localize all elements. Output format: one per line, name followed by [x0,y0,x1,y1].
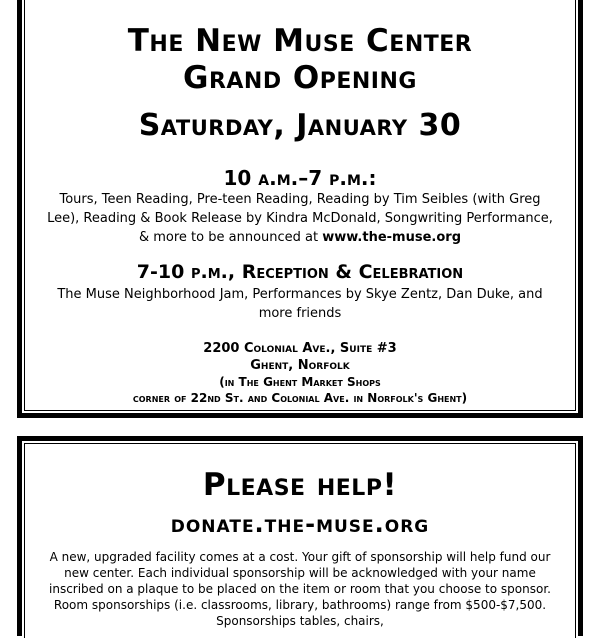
event-title-line-2: Grand Opening [183,60,417,96]
schedule-2-time: 7-10 p.m., Reception & Celebration [136,261,464,283]
event-date: Saturday, January 30 [138,108,462,143]
donate-link[interactable]: donate.the-muse.org [170,510,430,538]
sponsorship-paragraph: A new, upgraded facility comes at a cost. Your gift of sponsorship will help fund our new center. Each individual sponsorship will be acknowledged with your name inscribed on a plaque to be placed on the item or room that you choose to sponsor. Room sponsorships (i.e. classrooms, library, bathrooms) range from $500-$7,500. Sponsorships tables, chairs, [49,550,551,628]
schedule-1-time: 10 a.m.–7 p.m.: [223,166,377,190]
schedule-2-description: The Muse Neighborhood Jam, Performances by Skye Zentz, Dan Duke, and more friends [57,287,543,321]
schedule-1-text: Tours, Teen Reading, Pre-teen Reading, Reading by Tim Seibles (with Greg Lee), Reading & Book Release by Kindra McDonald, Songwriting Performance, & more to be announced at [47,192,553,245]
website-link[interactable]: www.the-muse.org [322,230,461,245]
help-heading: Please help! [202,467,398,503]
address-line-4: corner of 22nd St. and Colonial Ave. in Norfolk's Ghent) [132,391,468,405]
donation-appeal-box [17,436,583,636]
event-announcement-box [17,0,583,418]
address-line-2: Ghent, Norfolk [250,358,350,373]
address-line-3: (in The Ghent Market Shops [219,375,381,389]
schedule-1-description [42,190,558,247]
event-title-line-1: The New Muse Center [127,23,473,59]
address-line-1: 2200 Colonial Ave., Suite #3 [203,341,397,356]
